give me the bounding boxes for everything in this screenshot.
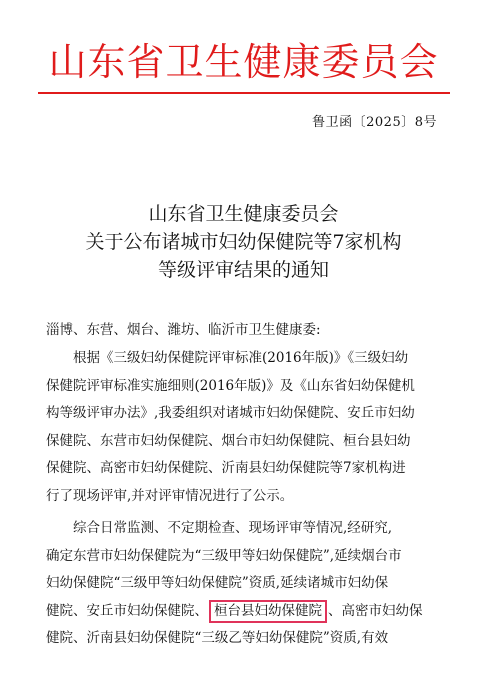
highlighted-hospital-name: 桓台县妇幼保健院 — [209, 600, 327, 623]
paragraph-line: 妇幼保健院“三级甲等妇幼保健院”资质,延续诸城市妇幼保 — [46, 575, 389, 591]
title-line-1: 山东省卫生健康委员会 — [148, 203, 339, 225]
paragraph-line: 保健院、东营市妇幼保健院、烟台市妇幼保健院、桓台县妇幼 — [46, 432, 411, 449]
notice-title — [0, 200, 487, 284]
paragraph-line: 构等级评审办法》,我委组织对诸城市妇幼保健院、安丘市妇幼 — [46, 405, 415, 421]
line-text-after-highlight: 、高密市妇幼保 — [328, 602, 423, 619]
title-line-3: 等级评审结果的通知 — [157, 259, 329, 281]
paragraph-line: 健院、沂南县妇幼保健院“三级乙等妇幼保健院”资质,有效 — [46, 630, 389, 646]
paragraph-line: 综合日常监测、不定期检查、现场评审等情况,经研究, — [73, 520, 393, 536]
paragraph-line: 根据《三级妇幼保健院评审标准(2016年版)》《三级妇幼 — [73, 350, 409, 366]
document-number: 鲁卫函〔2025〕8号 — [312, 115, 437, 130]
paragraph-line: 确定东营市妇幼保健院为“三级甲等妇幼保健院”,延续烟台市 — [46, 547, 402, 564]
red-divider-line — [38, 92, 450, 94]
paragraph-line: 保健院评审标准实施细则(2016年版)》及《山东省妇幼保健机 — [46, 377, 415, 394]
salutation: 淄博、东营、烟台、潍坊、临沂市卫生健康委: — [46, 322, 321, 338]
line-text-before-highlight: 健院、安丘市妇幼保健院、 — [46, 602, 208, 619]
paragraph-line-with-highlight — [46, 598, 456, 626]
title-line-2: 关于公布诸城市妇幼保健院等7家机构 — [85, 231, 402, 253]
body-paragraph-1 — [46, 345, 456, 510]
body-paragraph-2 — [46, 515, 456, 653]
paragraph-line: 保健院、高密市妇幼保健院、沂南县妇幼保健院等7家机构进 — [46, 460, 406, 476]
paragraph-line: 行了现场评审,并对评审情况进行了公示。 — [46, 487, 294, 504]
org-masthead: 山东省卫生健康委员会 — [48, 40, 439, 84]
